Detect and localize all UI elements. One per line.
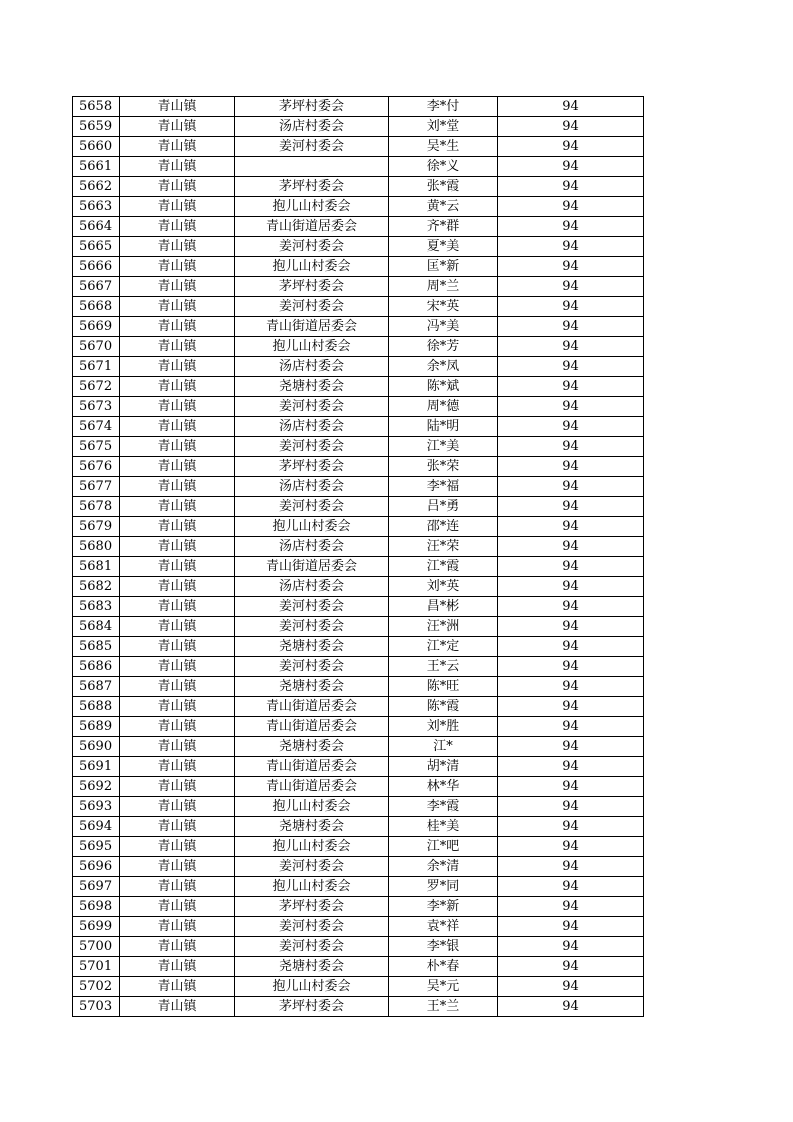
score-cell: 94 bbox=[498, 737, 644, 757]
record-id-cell: 5661 bbox=[73, 157, 120, 177]
record-id-cell: 5673 bbox=[73, 397, 120, 417]
village-committee-cell: 尧塘村委会 bbox=[235, 737, 389, 757]
record-id-cell: 5670 bbox=[73, 337, 120, 357]
person-name-cell: 余*清 bbox=[389, 857, 498, 877]
table-row bbox=[73, 217, 644, 237]
score-cell: 94 bbox=[498, 997, 644, 1017]
town-cell: 青山镇 bbox=[120, 777, 235, 797]
person-name-cell: 宋*英 bbox=[389, 297, 498, 317]
village-committee-cell: 姜河村委会 bbox=[235, 617, 389, 637]
table-row bbox=[73, 937, 644, 957]
record-id-cell: 5675 bbox=[73, 437, 120, 457]
score-cell: 94 bbox=[498, 917, 644, 937]
table-row bbox=[73, 397, 644, 417]
table-row bbox=[73, 657, 644, 677]
town-cell: 青山镇 bbox=[120, 237, 235, 257]
town-cell: 青山镇 bbox=[120, 697, 235, 717]
record-id-cell: 5676 bbox=[73, 457, 120, 477]
score-cell: 94 bbox=[498, 317, 644, 337]
town-cell: 青山镇 bbox=[120, 897, 235, 917]
person-name-cell: 袁*祥 bbox=[389, 917, 498, 937]
record-table-body bbox=[73, 97, 644, 1017]
village-committee-cell: 抱儿山村委会 bbox=[235, 837, 389, 857]
record-id-cell: 5683 bbox=[73, 597, 120, 617]
person-name-cell: 汪*荣 bbox=[389, 537, 498, 557]
table-row bbox=[73, 797, 644, 817]
record-id-cell: 5699 bbox=[73, 917, 120, 937]
town-cell: 青山镇 bbox=[120, 877, 235, 897]
table-row bbox=[73, 377, 644, 397]
record-id-cell: 5702 bbox=[73, 977, 120, 997]
record-id-cell: 5679 bbox=[73, 517, 120, 537]
town-cell: 青山镇 bbox=[120, 197, 235, 217]
person-name-cell: 江*定 bbox=[389, 637, 498, 657]
person-name-cell: 罗*同 bbox=[389, 877, 498, 897]
town-cell: 青山镇 bbox=[120, 257, 235, 277]
town-cell: 青山镇 bbox=[120, 157, 235, 177]
town-cell: 青山镇 bbox=[120, 377, 235, 397]
score-cell: 94 bbox=[498, 157, 644, 177]
person-name-cell: 黄*云 bbox=[389, 197, 498, 217]
score-cell: 94 bbox=[498, 357, 644, 377]
score-cell: 94 bbox=[498, 297, 644, 317]
score-cell: 94 bbox=[498, 597, 644, 617]
record-id-cell: 5686 bbox=[73, 657, 120, 677]
table-row bbox=[73, 117, 644, 137]
village-committee-cell: 青山街道居委会 bbox=[235, 317, 389, 337]
person-name-cell: 吕*勇 bbox=[389, 497, 498, 517]
village-committee-cell: 尧塘村委会 bbox=[235, 637, 389, 657]
table-row bbox=[73, 857, 644, 877]
village-committee-cell: 抱儿山村委会 bbox=[235, 337, 389, 357]
table-row bbox=[73, 717, 644, 737]
record-id-cell: 5695 bbox=[73, 837, 120, 857]
village-committee-cell: 姜河村委会 bbox=[235, 597, 389, 617]
table-row bbox=[73, 197, 644, 217]
person-name-cell: 吴*生 bbox=[389, 137, 498, 157]
town-cell: 青山镇 bbox=[120, 817, 235, 837]
person-name-cell: 徐*芳 bbox=[389, 337, 498, 357]
town-cell: 青山镇 bbox=[120, 517, 235, 537]
village-committee-cell: 青山街道居委会 bbox=[235, 777, 389, 797]
score-cell: 94 bbox=[498, 897, 644, 917]
table-row bbox=[73, 417, 644, 437]
table-row bbox=[73, 737, 644, 757]
person-name-cell: 李*付 bbox=[389, 97, 498, 117]
person-name-cell: 江*霞 bbox=[389, 557, 498, 577]
score-cell: 94 bbox=[498, 797, 644, 817]
table-row bbox=[73, 557, 644, 577]
table-row bbox=[73, 697, 644, 717]
village-committee-cell: 尧塘村委会 bbox=[235, 957, 389, 977]
village-committee-cell: 姜河村委会 bbox=[235, 437, 389, 457]
score-cell: 94 bbox=[498, 197, 644, 217]
person-name-cell: 汪*洲 bbox=[389, 617, 498, 637]
score-cell: 94 bbox=[498, 977, 644, 997]
score-cell: 94 bbox=[498, 637, 644, 657]
village-committee-cell: 姜河村委会 bbox=[235, 397, 389, 417]
record-id-cell: 5665 bbox=[73, 237, 120, 257]
village-committee-cell: 抱儿山村委会 bbox=[235, 877, 389, 897]
town-cell: 青山镇 bbox=[120, 397, 235, 417]
village-committee-cell: 青山街道居委会 bbox=[235, 697, 389, 717]
record-id-cell: 5689 bbox=[73, 717, 120, 737]
town-cell: 青山镇 bbox=[120, 277, 235, 297]
record-id-cell: 5680 bbox=[73, 537, 120, 557]
town-cell: 青山镇 bbox=[120, 837, 235, 857]
score-cell: 94 bbox=[498, 117, 644, 137]
score-cell: 94 bbox=[498, 217, 644, 237]
person-name-cell: 林*华 bbox=[389, 777, 498, 797]
score-cell: 94 bbox=[498, 477, 644, 497]
record-id-cell: 5667 bbox=[73, 277, 120, 297]
village-committee-cell: 青山街道居委会 bbox=[235, 757, 389, 777]
score-cell: 94 bbox=[498, 757, 644, 777]
person-name-cell: 江*吧 bbox=[389, 837, 498, 857]
town-cell: 青山镇 bbox=[120, 977, 235, 997]
village-committee-cell: 姜河村委会 bbox=[235, 937, 389, 957]
score-cell: 94 bbox=[498, 717, 644, 737]
town-cell: 青山镇 bbox=[120, 957, 235, 977]
village-committee-cell: 抱儿山村委会 bbox=[235, 197, 389, 217]
table-row bbox=[73, 577, 644, 597]
person-name-cell: 吴*元 bbox=[389, 977, 498, 997]
record-id-cell: 5694 bbox=[73, 817, 120, 837]
village-committee-cell: 抱儿山村委会 bbox=[235, 977, 389, 997]
village-committee-cell: 青山街道居委会 bbox=[235, 217, 389, 237]
village-committee-cell: 尧塘村委会 bbox=[235, 677, 389, 697]
town-cell: 青山镇 bbox=[120, 97, 235, 117]
town-cell: 青山镇 bbox=[120, 297, 235, 317]
village-committee-cell: 姜河村委会 bbox=[235, 857, 389, 877]
score-cell: 94 bbox=[498, 177, 644, 197]
record-id-cell: 5690 bbox=[73, 737, 120, 757]
score-cell: 94 bbox=[498, 337, 644, 357]
score-cell: 94 bbox=[498, 257, 644, 277]
record-id-cell: 5660 bbox=[73, 137, 120, 157]
town-cell: 青山镇 bbox=[120, 477, 235, 497]
village-committee-cell: 茅坪村委会 bbox=[235, 897, 389, 917]
person-name-cell: 刘*堂 bbox=[389, 117, 498, 137]
town-cell: 青山镇 bbox=[120, 717, 235, 737]
score-cell: 94 bbox=[498, 437, 644, 457]
person-name-cell: 胡*清 bbox=[389, 757, 498, 777]
score-cell: 94 bbox=[498, 237, 644, 257]
table-row bbox=[73, 977, 644, 997]
record-id-cell: 5662 bbox=[73, 177, 120, 197]
town-cell: 青山镇 bbox=[120, 657, 235, 677]
table-row bbox=[73, 157, 644, 177]
score-cell: 94 bbox=[498, 837, 644, 857]
person-name-cell: 王*兰 bbox=[389, 997, 498, 1017]
table-row bbox=[73, 437, 644, 457]
town-cell: 青山镇 bbox=[120, 437, 235, 457]
record-id-cell: 5701 bbox=[73, 957, 120, 977]
score-cell: 94 bbox=[498, 777, 644, 797]
table-row bbox=[73, 337, 644, 357]
person-name-cell: 刘*胜 bbox=[389, 717, 498, 737]
person-name-cell: 江* bbox=[389, 737, 498, 757]
record-id-cell: 5668 bbox=[73, 297, 120, 317]
record-id-cell: 5682 bbox=[73, 577, 120, 597]
score-cell: 94 bbox=[498, 937, 644, 957]
table-row bbox=[73, 757, 644, 777]
table-row bbox=[73, 317, 644, 337]
person-name-cell: 张*荣 bbox=[389, 457, 498, 477]
town-cell: 青山镇 bbox=[120, 757, 235, 777]
town-cell: 青山镇 bbox=[120, 937, 235, 957]
score-cell: 94 bbox=[498, 497, 644, 517]
score-cell: 94 bbox=[498, 457, 644, 477]
village-committee-cell: 汤店村委会 bbox=[235, 577, 389, 597]
record-id-cell: 5671 bbox=[73, 357, 120, 377]
town-cell: 青山镇 bbox=[120, 337, 235, 357]
score-cell: 94 bbox=[498, 557, 644, 577]
person-name-cell: 冯*美 bbox=[389, 317, 498, 337]
town-cell: 青山镇 bbox=[120, 677, 235, 697]
village-committee-cell: 姜河村委会 bbox=[235, 297, 389, 317]
town-cell: 青山镇 bbox=[120, 357, 235, 377]
record-id-cell: 5692 bbox=[73, 777, 120, 797]
village-committee-cell: 茅坪村委会 bbox=[235, 97, 389, 117]
person-name-cell: 陈*斌 bbox=[389, 377, 498, 397]
table-row bbox=[73, 677, 644, 697]
record-table bbox=[72, 96, 644, 1017]
person-name-cell: 张*霞 bbox=[389, 177, 498, 197]
village-committee-cell: 姜河村委会 bbox=[235, 137, 389, 157]
town-cell: 青山镇 bbox=[120, 117, 235, 137]
table-row bbox=[73, 477, 644, 497]
village-committee-cell: 尧塘村委会 bbox=[235, 377, 389, 397]
table-row bbox=[73, 277, 644, 297]
table-row bbox=[73, 997, 644, 1017]
score-cell: 94 bbox=[498, 377, 644, 397]
record-id-cell: 5658 bbox=[73, 97, 120, 117]
score-cell: 94 bbox=[498, 617, 644, 637]
person-name-cell: 昌*彬 bbox=[389, 597, 498, 617]
person-name-cell: 徐*义 bbox=[389, 157, 498, 177]
record-id-cell: 5674 bbox=[73, 417, 120, 437]
village-committee-cell: 姜河村委会 bbox=[235, 917, 389, 937]
record-id-cell: 5685 bbox=[73, 637, 120, 657]
town-cell: 青山镇 bbox=[120, 177, 235, 197]
record-id-cell: 5684 bbox=[73, 617, 120, 637]
person-name-cell: 李*霞 bbox=[389, 797, 498, 817]
score-cell: 94 bbox=[498, 857, 644, 877]
table-row bbox=[73, 777, 644, 797]
score-cell: 94 bbox=[498, 97, 644, 117]
score-cell: 94 bbox=[498, 277, 644, 297]
score-cell: 94 bbox=[498, 137, 644, 157]
person-name-cell: 李*银 bbox=[389, 937, 498, 957]
village-committee-cell: 抱儿山村委会 bbox=[235, 257, 389, 277]
record-id-cell: 5691 bbox=[73, 757, 120, 777]
score-cell: 94 bbox=[498, 417, 644, 437]
table-row bbox=[73, 957, 644, 977]
village-committee-cell: 姜河村委会 bbox=[235, 237, 389, 257]
village-committee-cell: 青山街道居委会 bbox=[235, 557, 389, 577]
village-committee-cell: 姜河村委会 bbox=[235, 497, 389, 517]
table-row bbox=[73, 817, 644, 837]
person-name-cell: 桂*美 bbox=[389, 817, 498, 837]
table-row bbox=[73, 457, 644, 477]
table-row bbox=[73, 257, 644, 277]
score-cell: 94 bbox=[498, 517, 644, 537]
town-cell: 青山镇 bbox=[120, 637, 235, 657]
score-cell: 94 bbox=[498, 697, 644, 717]
score-cell: 94 bbox=[498, 957, 644, 977]
record-id-cell: 5703 bbox=[73, 997, 120, 1017]
village-committee-cell: 汤店村委会 bbox=[235, 357, 389, 377]
person-name-cell: 朴*春 bbox=[389, 957, 498, 977]
person-name-cell: 周*兰 bbox=[389, 277, 498, 297]
person-name-cell: 陈*旺 bbox=[389, 677, 498, 697]
record-id-cell: 5697 bbox=[73, 877, 120, 897]
person-name-cell: 邵*连 bbox=[389, 517, 498, 537]
record-id-cell: 5659 bbox=[73, 117, 120, 137]
village-committee-cell: 青山街道居委会 bbox=[235, 717, 389, 737]
record-id-cell: 5672 bbox=[73, 377, 120, 397]
score-cell: 94 bbox=[498, 577, 644, 597]
score-cell: 94 bbox=[498, 677, 644, 697]
record-id-cell: 5687 bbox=[73, 677, 120, 697]
town-cell: 青山镇 bbox=[120, 917, 235, 937]
table-row bbox=[73, 97, 644, 117]
town-cell: 青山镇 bbox=[120, 597, 235, 617]
score-cell: 94 bbox=[498, 657, 644, 677]
town-cell: 青山镇 bbox=[120, 557, 235, 577]
person-name-cell: 江*美 bbox=[389, 437, 498, 457]
record-id-cell: 5677 bbox=[73, 477, 120, 497]
village-committee-cell: 抱儿山村委会 bbox=[235, 517, 389, 537]
record-id-cell: 5663 bbox=[73, 197, 120, 217]
table-row bbox=[73, 137, 644, 157]
table-row bbox=[73, 837, 644, 857]
record-id-cell: 5693 bbox=[73, 797, 120, 817]
table-row bbox=[73, 237, 644, 257]
town-cell: 青山镇 bbox=[120, 137, 235, 157]
table-row bbox=[73, 297, 644, 317]
person-name-cell: 匡*新 bbox=[389, 257, 498, 277]
record-id-cell: 5698 bbox=[73, 897, 120, 917]
record-id-cell: 5678 bbox=[73, 497, 120, 517]
town-cell: 青山镇 bbox=[120, 997, 235, 1017]
town-cell: 青山镇 bbox=[120, 797, 235, 817]
town-cell: 青山镇 bbox=[120, 857, 235, 877]
person-name-cell: 王*云 bbox=[389, 657, 498, 677]
record-id-cell: 5696 bbox=[73, 857, 120, 877]
person-name-cell: 李*新 bbox=[389, 897, 498, 917]
town-cell: 青山镇 bbox=[120, 217, 235, 237]
person-name-cell: 周*德 bbox=[389, 397, 498, 417]
table-row bbox=[73, 637, 644, 657]
person-name-cell: 陈*霞 bbox=[389, 697, 498, 717]
village-committee-cell: 尧塘村委会 bbox=[235, 817, 389, 837]
person-name-cell: 李*福 bbox=[389, 477, 498, 497]
village-committee-cell: 姜河村委会 bbox=[235, 657, 389, 677]
village-committee-cell: 茅坪村委会 bbox=[235, 997, 389, 1017]
table-row bbox=[73, 177, 644, 197]
table-row bbox=[73, 617, 644, 637]
village-committee-cell: 茅坪村委会 bbox=[235, 277, 389, 297]
town-cell: 青山镇 bbox=[120, 617, 235, 637]
table-row bbox=[73, 537, 644, 557]
record-id-cell: 5664 bbox=[73, 217, 120, 237]
town-cell: 青山镇 bbox=[120, 537, 235, 557]
table-row bbox=[73, 517, 644, 537]
record-id-cell: 5688 bbox=[73, 697, 120, 717]
person-name-cell: 余*凤 bbox=[389, 357, 498, 377]
person-name-cell: 齐*群 bbox=[389, 217, 498, 237]
person-name-cell: 夏*美 bbox=[389, 237, 498, 257]
village-committee-cell: 抱儿山村委会 bbox=[235, 797, 389, 817]
table-row bbox=[73, 497, 644, 517]
town-cell: 青山镇 bbox=[120, 417, 235, 437]
village-committee-cell: 汤店村委会 bbox=[235, 417, 389, 437]
score-cell: 94 bbox=[498, 877, 644, 897]
village-committee-cell: 汤店村委会 bbox=[235, 117, 389, 137]
record-id-cell: 5666 bbox=[73, 257, 120, 277]
village-committee-cell: 茅坪村委会 bbox=[235, 177, 389, 197]
record-id-cell: 5681 bbox=[73, 557, 120, 577]
person-name-cell: 陆*明 bbox=[389, 417, 498, 437]
village-committee-cell: 汤店村委会 bbox=[235, 537, 389, 557]
town-cell: 青山镇 bbox=[120, 457, 235, 477]
score-cell: 94 bbox=[498, 537, 644, 557]
town-cell: 青山镇 bbox=[120, 737, 235, 757]
town-cell: 青山镇 bbox=[120, 317, 235, 337]
record-id-cell: 5700 bbox=[73, 937, 120, 957]
record-id-cell: 5669 bbox=[73, 317, 120, 337]
village-committee-cell bbox=[235, 157, 389, 177]
table-row bbox=[73, 897, 644, 917]
village-committee-cell: 茅坪村委会 bbox=[235, 457, 389, 477]
town-cell: 青山镇 bbox=[120, 497, 235, 517]
person-name-cell: 刘*英 bbox=[389, 577, 498, 597]
village-committee-cell: 汤店村委会 bbox=[235, 477, 389, 497]
table-row bbox=[73, 917, 644, 937]
score-cell: 94 bbox=[498, 397, 644, 417]
score-cell: 94 bbox=[498, 817, 644, 837]
table-row bbox=[73, 597, 644, 617]
table-row bbox=[73, 357, 644, 377]
town-cell: 青山镇 bbox=[120, 577, 235, 597]
table-row bbox=[73, 877, 644, 897]
